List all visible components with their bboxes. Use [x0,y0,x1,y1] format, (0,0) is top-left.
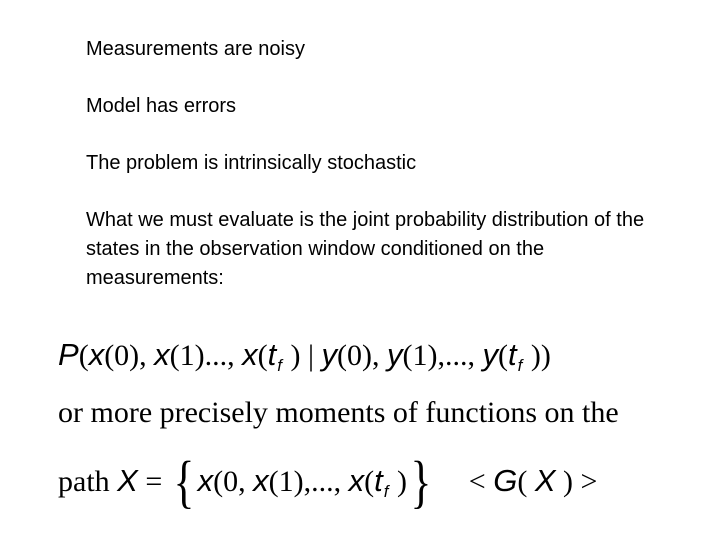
formula-angle-close: ) > [555,465,598,498]
moments-text: or more precisely moments of functions on the [58,396,619,429]
formula-paren: ( [517,465,535,498]
formula-y: y [387,337,403,372]
formula-right-brace: } [410,449,432,514]
formula-sub-f: f [517,356,523,375]
formula-x: x [253,463,269,498]
formula-paren: ) [389,465,407,498]
formula-paren: ( [257,339,268,372]
formula-arg: (1),..., [268,465,349,498]
formula-path-word: path [58,465,110,498]
formula-paren: ( [364,465,375,498]
formula-sub-f: f [383,482,389,501]
formula-sub-f: f [277,356,283,375]
formula-G: G [493,463,518,498]
formula-paren: )) [523,339,551,372]
formula-p: P [58,337,79,372]
formula-x: x [197,463,214,498]
formula-arg: (0), [104,339,155,372]
bullet-measurements-noisy: Measurements are noisy [86,38,305,60]
formula-angle-open: < [468,465,494,498]
joint-probability-formula [58,337,551,373]
formula-X: X [534,463,556,498]
formula-X: X [117,463,138,498]
formula-arg: (1)..., [169,339,243,372]
bullet-intrinsically-stochastic: The problem is intrinsically stochastic [86,152,417,174]
formula-y: y [482,337,498,372]
formula-given: ) | [283,339,322,372]
formula-t: t [507,337,517,372]
formula-t: t [267,337,277,372]
bullet-joint-probability: What we must evaluate is the joint probability distribution of the states in the observation window conditioned on the measurements: [86,209,645,289]
formula-x: x [242,337,258,372]
formula-x: x [154,337,170,372]
formula-x: x [348,463,365,498]
bullet-model-errors: Model has errors [86,95,237,117]
formula-arg: (0), [337,339,387,372]
formula-arg: (1),..., [402,339,483,372]
formula-y: y [321,337,338,372]
formula-equals: = [137,465,170,498]
formula-paren: ( [497,339,508,372]
formula-t: t [374,463,383,498]
formula-x: x [88,337,105,372]
path-formula [58,448,597,515]
formula-left-brace: { [173,449,195,514]
formula-arg: (0, [213,465,254,498]
formula-paren: ( [78,339,89,372]
